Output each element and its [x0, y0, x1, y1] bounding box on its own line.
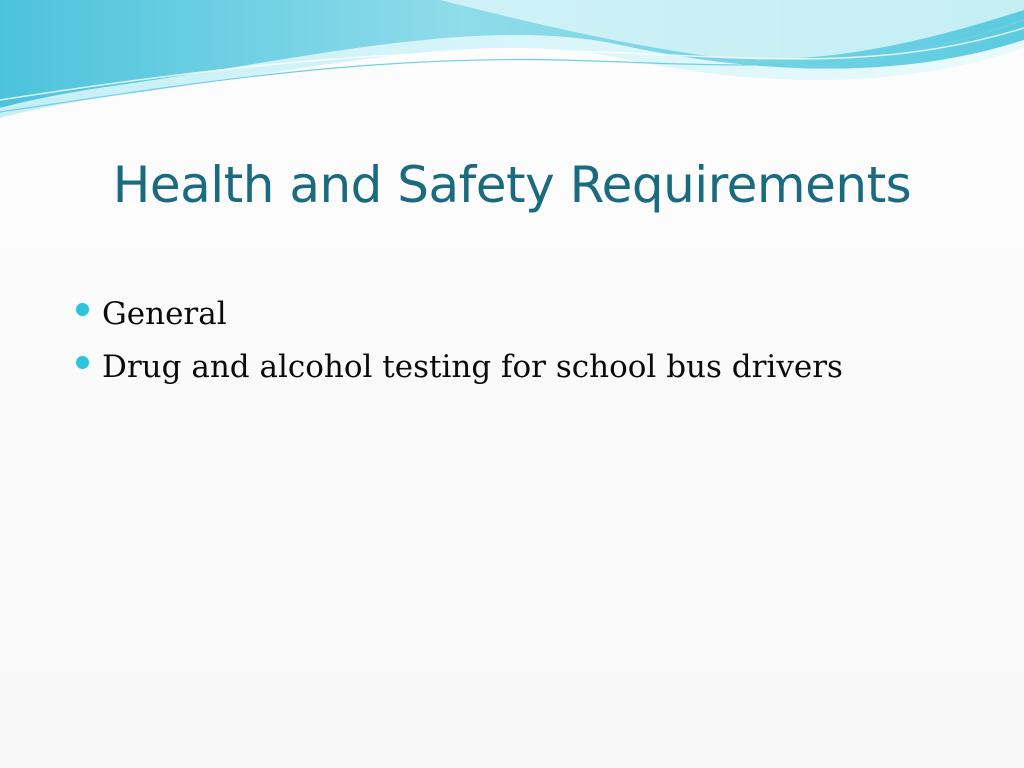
bullet-item-general — [74, 288, 974, 341]
header-wave-decoration — [0, 0, 1024, 130]
bullet-dot-icon — [76, 356, 89, 369]
slide-title: Health and Safety Requirements — [112, 156, 912, 214]
bullet-text: Drug and alcohol testing for school bus drivers — [102, 349, 843, 385]
bullet-list — [74, 288, 974, 394]
bullet-item-drug-alcohol-testing — [74, 341, 974, 394]
bullet-text: General — [102, 296, 227, 332]
bullet-dot-icon — [76, 303, 89, 316]
